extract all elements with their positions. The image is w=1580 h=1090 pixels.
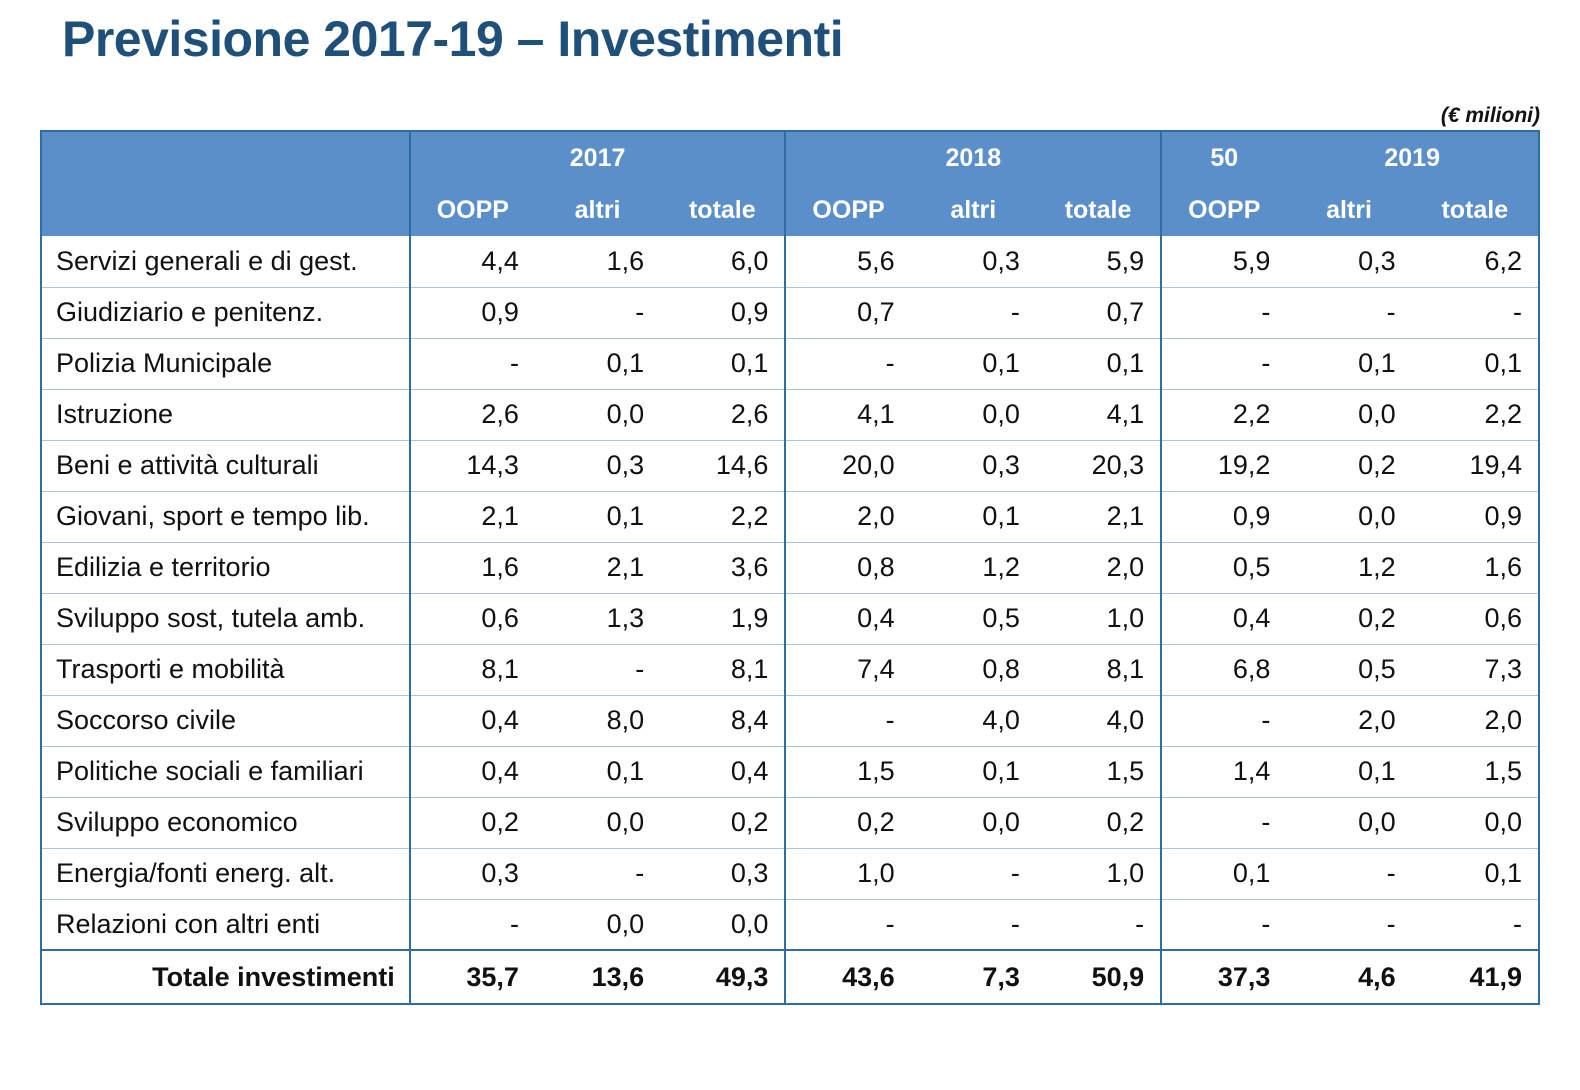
cell-2018-altri: 0,1 <box>911 746 1036 797</box>
cell-2019-oopp: - <box>1161 797 1286 848</box>
cell-2019-totale: 2,0 <box>1412 695 1539 746</box>
table-footer <box>41 950 1539 1004</box>
cell-2017-oopp: 0,4 <box>410 746 535 797</box>
cell-2018-altri: 0,1 <box>911 338 1036 389</box>
row-label: Energia/fonti energ. alt. <box>41 848 410 899</box>
table-row <box>41 899 1539 950</box>
cell-2019-altri: - <box>1286 899 1411 950</box>
cell-2018-oopp: 7,4 <box>785 644 910 695</box>
row-label: Soccorso civile <box>41 695 410 746</box>
total-2018-oopp: 43,6 <box>785 950 910 1004</box>
cell-2017-oopp: 0,9 <box>410 287 535 338</box>
cell-2017-totale: 0,1 <box>660 338 785 389</box>
subheader-2019-totale: totale <box>1412 184 1539 236</box>
total-2017-totale: 49,3 <box>660 950 785 1004</box>
cell-2019-altri: 0,0 <box>1286 797 1411 848</box>
cell-2019-totale: 1,5 <box>1412 746 1539 797</box>
header-group-2017: 2017 <box>410 131 786 184</box>
cell-2019-altri: 1,2 <box>1286 542 1411 593</box>
total-row <box>41 950 1539 1004</box>
cell-2019-oopp: - <box>1161 338 1286 389</box>
header-group-2019: 2019 <box>1286 131 1539 184</box>
cell-2019-oopp: 5,9 <box>1161 236 1286 287</box>
cell-2018-altri: 4,0 <box>911 695 1036 746</box>
cell-2017-altri: 2,1 <box>535 542 660 593</box>
cell-2019-totale: 0,6 <box>1412 593 1539 644</box>
subheader-2019-oopp: OOPP <box>1161 184 1286 236</box>
cell-2017-oopp: 1,6 <box>410 542 535 593</box>
cell-2018-altri: 0,0 <box>911 797 1036 848</box>
cell-2017-oopp: 4,4 <box>410 236 535 287</box>
cell-2019-altri: - <box>1286 848 1411 899</box>
header-group-2018: 2018 <box>785 131 1161 184</box>
cell-2017-altri: 0,1 <box>535 746 660 797</box>
cell-2019-altri: 0,0 <box>1286 491 1411 542</box>
row-label: Politiche sociali e familiari <box>41 746 410 797</box>
cell-2017-oopp: 14,3 <box>410 440 535 491</box>
cell-2017-oopp: 0,6 <box>410 593 535 644</box>
cell-2019-altri: 0,0 <box>1286 389 1411 440</box>
cell-2019-totale: 7,3 <box>1412 644 1539 695</box>
cell-2017-totale: 1,9 <box>660 593 785 644</box>
cell-2019-totale: 0,9 <box>1412 491 1539 542</box>
total-2018-altri: 7,3 <box>911 950 1036 1004</box>
cell-2018-altri: - <box>911 848 1036 899</box>
cell-2019-oopp: 0,1 <box>1161 848 1286 899</box>
row-label: Edilizia e territorio <box>41 542 410 593</box>
total-2017-oopp: 35,7 <box>410 950 535 1004</box>
cell-2018-altri: 0,1 <box>911 491 1036 542</box>
cell-2019-totale: 0,1 <box>1412 848 1539 899</box>
cell-2019-oopp: 6,8 <box>1161 644 1286 695</box>
table-row <box>41 440 1539 491</box>
cell-2018-altri: 1,2 <box>911 542 1036 593</box>
cell-2019-oopp: 1,4 <box>1161 746 1286 797</box>
table-row <box>41 542 1539 593</box>
cell-2019-totale: - <box>1412 287 1539 338</box>
cell-2018-oopp: 5,6 <box>785 236 910 287</box>
cell-2019-oopp: 0,9 <box>1161 491 1286 542</box>
cell-2019-altri: 0,5 <box>1286 644 1411 695</box>
cell-2018-altri: 0,8 <box>911 644 1036 695</box>
cell-2018-oopp: - <box>785 695 910 746</box>
cell-2017-altri: 0,1 <box>535 338 660 389</box>
cell-2017-altri: - <box>535 848 660 899</box>
cell-2017-altri: - <box>535 287 660 338</box>
cell-2019-oopp: 0,4 <box>1161 593 1286 644</box>
cell-2017-altri: 0,1 <box>535 491 660 542</box>
subheader-2017-totale: totale <box>660 184 785 236</box>
row-label: Trasporti e mobilità <box>41 644 410 695</box>
cell-2018-oopp: 0,2 <box>785 797 910 848</box>
cell-2017-totale: 0,0 <box>660 899 785 950</box>
total-label: Totale investimenti <box>41 950 410 1004</box>
cell-2018-totale: 1,5 <box>1036 746 1161 797</box>
cell-2018-totale: 0,7 <box>1036 287 1161 338</box>
table-row <box>41 491 1539 542</box>
cell-2018-altri: - <box>911 899 1036 950</box>
cell-2017-altri: 0,3 <box>535 440 660 491</box>
investments-table <box>40 130 1540 1005</box>
cell-2017-altri: 8,0 <box>535 695 660 746</box>
cell-2019-oopp: - <box>1161 287 1286 338</box>
cell-2019-totale: 2,2 <box>1412 389 1539 440</box>
cell-2018-oopp: 0,7 <box>785 287 910 338</box>
cell-2017-oopp: 0,4 <box>410 695 535 746</box>
cell-2019-oopp: 2,2 <box>1161 389 1286 440</box>
row-label: Relazioni con altri enti <box>41 899 410 950</box>
cell-2018-totale: - <box>1036 899 1161 950</box>
cell-2018-oopp: 1,0 <box>785 848 910 899</box>
cell-2017-totale: 2,6 <box>660 389 785 440</box>
cell-2019-altri: 0,1 <box>1286 746 1411 797</box>
cell-2017-totale: 6,0 <box>660 236 785 287</box>
cell-2018-altri: - <box>911 287 1036 338</box>
cell-2017-totale: 0,3 <box>660 848 785 899</box>
cell-2017-altri: 0,0 <box>535 389 660 440</box>
table-row <box>41 338 1539 389</box>
total-2019-altri: 4,6 <box>1286 950 1411 1004</box>
cell-2017-totale: 0,2 <box>660 797 785 848</box>
cell-2017-totale: 2,2 <box>660 491 785 542</box>
cell-2018-totale: 5,9 <box>1036 236 1161 287</box>
table-row <box>41 389 1539 440</box>
total-2019-totale: 41,9 <box>1412 950 1539 1004</box>
total-2019-oopp: 37,3 <box>1161 950 1286 1004</box>
row-label: Giovani, sport e tempo lib. <box>41 491 410 542</box>
table-row <box>41 287 1539 338</box>
cell-2018-totale: 20,3 <box>1036 440 1161 491</box>
subheader-2018-altri: altri <box>911 184 1036 236</box>
cell-2017-totale: 8,1 <box>660 644 785 695</box>
cell-2017-altri: 1,6 <box>535 236 660 287</box>
cell-2019-altri: 0,3 <box>1286 236 1411 287</box>
table-body <box>41 236 1539 950</box>
cell-2017-oopp: - <box>410 899 535 950</box>
cell-2018-oopp: 4,1 <box>785 389 910 440</box>
total-2018-totale: 50,9 <box>1036 950 1161 1004</box>
cell-2018-oopp: 2,0 <box>785 491 910 542</box>
cell-2017-oopp: 2,1 <box>410 491 535 542</box>
cell-2018-altri: 0,3 <box>911 236 1036 287</box>
cell-2018-oopp: 20,0 <box>785 440 910 491</box>
cell-2019-totale: 19,4 <box>1412 440 1539 491</box>
cell-2017-altri: 0,0 <box>535 797 660 848</box>
cell-2017-oopp: 0,2 <box>410 797 535 848</box>
cell-2018-altri: 0,3 <box>911 440 1036 491</box>
cell-2017-altri: 1,3 <box>535 593 660 644</box>
cell-2017-totale: 0,9 <box>660 287 785 338</box>
header-group-2019-extra: 50 <box>1161 131 1286 184</box>
cell-2017-totale: 14,6 <box>660 440 785 491</box>
cell-2018-totale: 8,1 <box>1036 644 1161 695</box>
cell-2019-totale: 0,1 <box>1412 338 1539 389</box>
table-row <box>41 848 1539 899</box>
cell-2018-totale: 1,0 <box>1036 593 1161 644</box>
cell-2018-altri: 0,5 <box>911 593 1036 644</box>
subheader-2017-altri: altri <box>535 184 660 236</box>
cell-2019-altri: - <box>1286 287 1411 338</box>
investments-table-container <box>40 130 1540 1005</box>
row-label: Servizi generali e di gest. <box>41 236 410 287</box>
table-header <box>41 131 1539 236</box>
cell-2017-altri: 0,0 <box>535 899 660 950</box>
unit-note: (€ milioni) <box>1440 104 1540 127</box>
cell-2017-oopp: 0,3 <box>410 848 535 899</box>
table-row <box>41 593 1539 644</box>
cell-2019-totale: 1,6 <box>1412 542 1539 593</box>
cell-2017-oopp: 2,6 <box>410 389 535 440</box>
cell-2017-oopp: 8,1 <box>410 644 535 695</box>
row-label: Istruzione <box>41 389 410 440</box>
subheader-2017-oopp: OOPP <box>410 184 535 236</box>
total-2017-altri: 13,6 <box>535 950 660 1004</box>
page-title: Previsione 2017-19 – Investimenti <box>62 11 844 67</box>
cell-2019-totale: 0,0 <box>1412 797 1539 848</box>
table-row <box>41 797 1539 848</box>
cell-2018-totale: 4,0 <box>1036 695 1161 746</box>
cell-2018-oopp: - <box>785 338 910 389</box>
cell-2017-totale: 8,4 <box>660 695 785 746</box>
cell-2018-totale: 0,1 <box>1036 338 1161 389</box>
row-label: Beni e attività culturali <box>41 440 410 491</box>
cell-2018-oopp: 0,4 <box>785 593 910 644</box>
cell-2018-totale: 2,0 <box>1036 542 1161 593</box>
cell-2019-totale: - <box>1412 899 1539 950</box>
cell-2019-altri: 0,2 <box>1286 440 1411 491</box>
cell-2018-totale: 0,2 <box>1036 797 1161 848</box>
header-row-years <box>41 131 1539 184</box>
table-row <box>41 695 1539 746</box>
cell-2018-totale: 2,1 <box>1036 491 1161 542</box>
row-label: Sviluppo sost, tutela amb. <box>41 593 410 644</box>
table-row <box>41 236 1539 287</box>
cell-2018-totale: 1,0 <box>1036 848 1161 899</box>
header-corner <box>41 131 410 236</box>
cell-2017-totale: 0,4 <box>660 746 785 797</box>
subheader-2019-altri: altri <box>1286 184 1411 236</box>
cell-2019-oopp: - <box>1161 899 1286 950</box>
table-row <box>41 746 1539 797</box>
cell-2017-altri: - <box>535 644 660 695</box>
cell-2018-totale: 4,1 <box>1036 389 1161 440</box>
row-label: Giudiziario e penitenz. <box>41 287 410 338</box>
cell-2019-totale: 6,2 <box>1412 236 1539 287</box>
cell-2019-oopp: 0,5 <box>1161 542 1286 593</box>
row-label: Sviluppo economico <box>41 797 410 848</box>
cell-2019-oopp: - <box>1161 695 1286 746</box>
cell-2019-oopp: 19,2 <box>1161 440 1286 491</box>
cell-2019-altri: 2,0 <box>1286 695 1411 746</box>
cell-2018-oopp: - <box>785 899 910 950</box>
subheader-2018-totale: totale <box>1036 184 1161 236</box>
cell-2019-altri: 0,1 <box>1286 338 1411 389</box>
cell-2018-oopp: 0,8 <box>785 542 910 593</box>
subheader-2018-oopp: OOPP <box>785 184 910 236</box>
cell-2018-altri: 0,0 <box>911 389 1036 440</box>
table-row <box>41 644 1539 695</box>
row-label: Polizia Municipale <box>41 338 410 389</box>
cell-2019-altri: 0,2 <box>1286 593 1411 644</box>
cell-2018-oopp: 1,5 <box>785 746 910 797</box>
cell-2017-totale: 3,6 <box>660 542 785 593</box>
cell-2017-oopp: - <box>410 338 535 389</box>
